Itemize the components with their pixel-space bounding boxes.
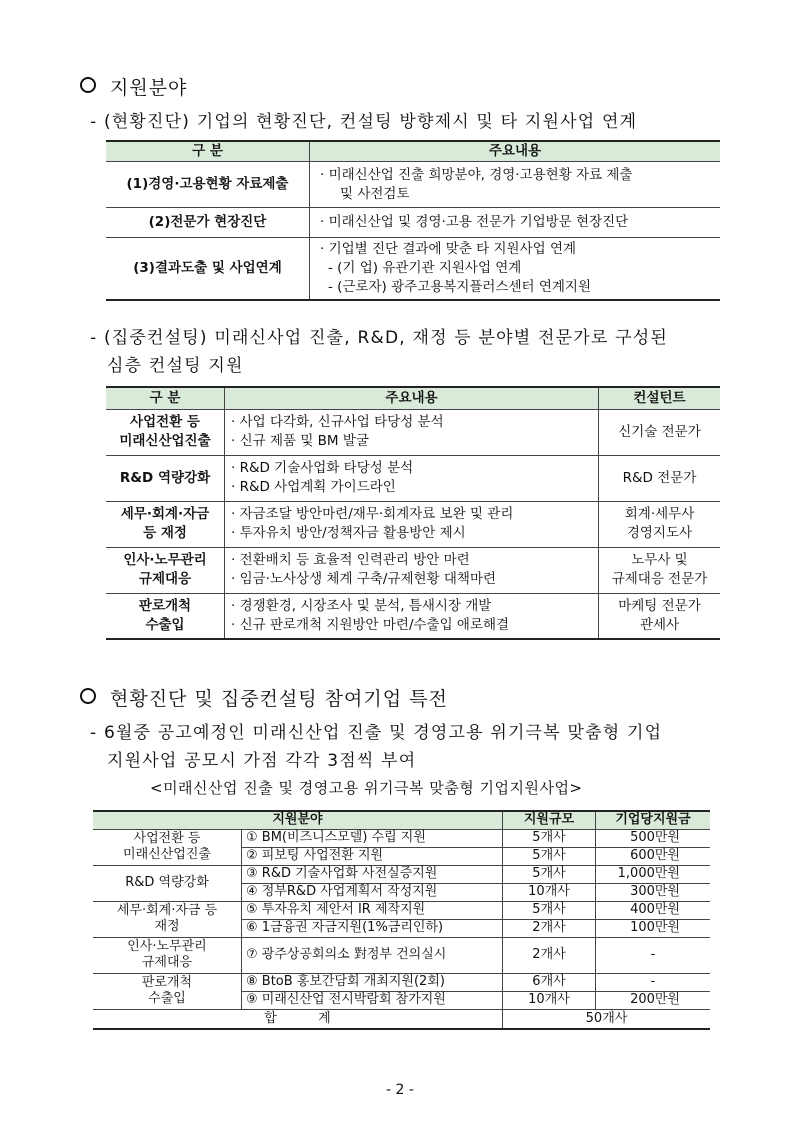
table-header: 주요내용: [225, 387, 599, 409]
program-amount: 100만원: [596, 919, 711, 937]
program-item: ⑤ 투자유치 제안서 IR 제작지원: [242, 901, 503, 919]
table-row: [106, 162, 720, 208]
table-row: [93, 901, 710, 919]
consulting-description-cont: 심층 컨설팅 지원: [107, 356, 244, 376]
diagnosis-description: - (현황진단) 기업의 현황진단, 컨설팅 방향제시 및 타 지원사업 연계: [90, 112, 638, 132]
row-label: (1)경영·고용현황 자료제출: [106, 162, 310, 208]
program-item: ⑨ 미래신산업 전시박람회 참가지원: [242, 991, 503, 1009]
page-number: - 2 -: [386, 1082, 414, 1098]
table-header: 주요내용: [310, 141, 721, 162]
row-label: 판로개척 수출입: [106, 593, 225, 639]
table-row: [106, 593, 720, 639]
program-scale: 2개사: [503, 937, 596, 973]
program-amount: 600만원: [596, 847, 711, 865]
program-item: ① BM(비즈니스모델) 수립 지원: [242, 829, 503, 847]
table-row: [106, 208, 720, 238]
row-consultant: R&D 전문가: [599, 455, 721, 501]
program-amount: 1,000만원: [596, 865, 711, 883]
row-label: 세무·회계·자금 등 재정: [106, 501, 225, 547]
program-amount: 500만원: [596, 829, 711, 847]
total-label: 합 계: [93, 1009, 503, 1029]
category-cell: 세무·회계·자금 등 재정: [93, 901, 242, 937]
program-item: ③ R&D 기술사업화 사전실증지원: [242, 865, 503, 883]
row-label: 사업전환 등 미래신산업진출: [106, 409, 225, 455]
table-row: [106, 547, 720, 593]
row-consultant: 신기술 전문가: [599, 409, 721, 455]
table-header: 지원규모: [503, 811, 596, 829]
table-row: [93, 865, 710, 883]
program-scale: 5개사: [503, 901, 596, 919]
row-content: · 미래신산업 진출 희망분야, 경영·고용현황 자료 제출 및 사전검토: [310, 162, 721, 208]
program-amount: -: [596, 973, 711, 991]
table-header: 구 분: [106, 141, 310, 162]
section-heading-benefits: [80, 684, 448, 711]
diagnosis-table: [106, 140, 720, 301]
table-row: [106, 455, 720, 501]
benefits-description-cont: 지원사업 공모시 가점 각각 3점씩 부여: [107, 751, 417, 771]
benefits-description: - 6월중 공고예정인 미래신산업 진출 및 경영고용 위기극복 맞춤형 기업: [90, 723, 663, 743]
category-cell: 인사·노무관리 규제대응: [93, 937, 242, 973]
program-scale: 5개사: [503, 829, 596, 847]
table-row: [93, 829, 710, 847]
table-row: [106, 238, 720, 300]
row-content: · 경쟁환경, 시장조사 및 분석, 틈새시장 개발 · 신규 판로개척 지원방안 마련/수출입 애로해결: [225, 593, 599, 639]
hollow-circle-bullet-icon: [80, 77, 96, 93]
table-row: [93, 937, 710, 973]
program-amount: 400만원: [596, 901, 711, 919]
table-header: 기업당지원금: [596, 811, 711, 829]
program-scale: 5개사: [503, 847, 596, 865]
program-scale: 6개사: [503, 973, 596, 991]
table-header: 지원분야: [93, 811, 503, 829]
row-content: · 미래신산업 및 경영·고용 전문가 기업방문 현장진단: [310, 208, 721, 238]
program-scale: 10개사: [503, 991, 596, 1009]
total-row: [93, 1009, 710, 1029]
program-scale: 2개사: [503, 919, 596, 937]
table-row: [93, 973, 710, 991]
heading-text: 현황진단 및 집중컨설팅 참여기업 특전: [110, 688, 448, 710]
heading-text: 지원분야: [110, 77, 188, 99]
category-cell: 사업전환 등 미래신산업진출: [93, 829, 242, 865]
program-amount: 300만원: [596, 883, 711, 901]
category-cell: R&D 역량강화: [93, 865, 242, 901]
table-caption: <미래신산업 진출 및 경영고용 위기극복 맞춤형 기업지원사업>: [150, 779, 583, 797]
row-label: 인사·노무관리 규제대응: [106, 547, 225, 593]
row-content: · 전환배치 등 효율적 인력관리 방안 마련 · 임금·노사상생 체계 구축/규제현황 대책마련: [225, 547, 599, 593]
program-item: ⑥ 1금융권 자금지원(1%금리인하): [242, 919, 503, 937]
section-heading-support-areas: [80, 73, 187, 100]
row-label: R&D 역량강화: [106, 455, 225, 501]
support-program-table: [93, 810, 710, 1030]
row-content: · 사업 다각화, 신규사업 타당성 분석 · 신규 제품 및 BM 발굴: [225, 409, 599, 455]
row-content: · 기업별 진단 결과에 맞춘 타 지원사업 연계 - (기 업) 유관기관 지원사업 연계 - (근로자) 광주고용복지플러스센터 연계지원: [310, 238, 721, 300]
program-amount: -: [596, 937, 711, 973]
program-item: ② 피보팅 사업전환 지원: [242, 847, 503, 865]
program-amount: 200만원: [596, 991, 711, 1009]
program-scale: 10개사: [503, 883, 596, 901]
table-row: [106, 501, 720, 547]
category-cell: 판로개척 수출입: [93, 973, 242, 1009]
program-scale: 5개사: [503, 865, 596, 883]
row-label: (2)전문가 현장진단: [106, 208, 310, 238]
row-consultant: 회계·세무사 경영지도사: [599, 501, 721, 547]
program-item: ④ 정부R&D 사업계획서 작성지원: [242, 883, 503, 901]
row-content: · 자금조달 방안마련/재무·회계자료 보완 및 관리 · 투자유치 방안/정책자금 활용방안 제시: [225, 501, 599, 547]
row-label: (3)결과도출 및 사업연계: [106, 238, 310, 300]
total-value: 50개사: [503, 1009, 711, 1029]
hollow-circle-bullet-icon: [80, 688, 96, 704]
row-content: · R&D 기술사업화 타당성 분석 · R&D 사업계획 가이드라인: [225, 455, 599, 501]
row-consultant: 마케팅 전문가 관세사: [599, 593, 721, 639]
table-row: [106, 409, 720, 455]
consulting-description: - (집중컨설팅) 미래신사업 진출, R&D, 재정 등 분야별 전문가로 구성된: [90, 328, 668, 348]
table-header: 컨설턴트: [599, 387, 721, 409]
row-consultant: 노무사 및 규제대응 전문가: [599, 547, 721, 593]
consulting-table: [106, 386, 720, 640]
program-item: ⑦ 광주상공회의소 對정부 건의실시: [242, 937, 503, 973]
program-item: ⑧ BtoB 홍보간담회 개최지원(2회): [242, 973, 503, 991]
table-header: 구 분: [106, 387, 225, 409]
